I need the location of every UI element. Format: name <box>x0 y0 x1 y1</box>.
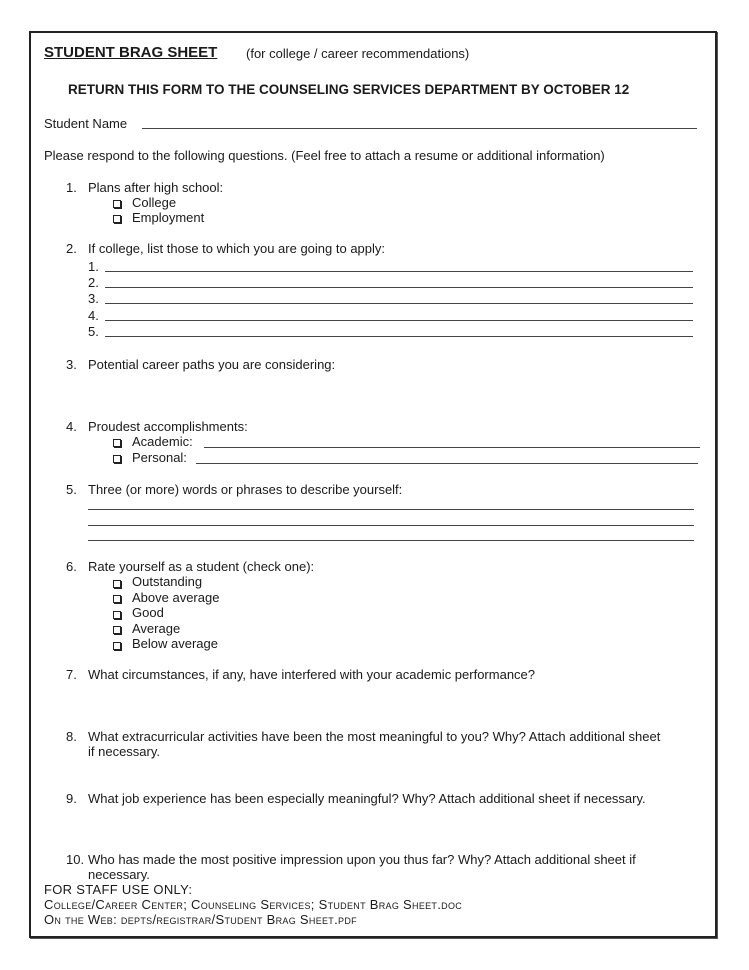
question-3-text: Potential career paths you are considering: <box>88 357 336 372</box>
question-number: 8. <box>66 729 77 744</box>
checkbox-average[interactable] <box>113 626 121 634</box>
college-field-2[interactable] <box>105 287 693 288</box>
college-line-number: 5. <box>88 324 99 339</box>
question-number: 1. <box>66 180 77 195</box>
student-name-label: Student Name <box>44 116 128 131</box>
circumstances-answer-area[interactable] <box>88 685 688 725</box>
option-college: College <box>132 195 177 210</box>
checkbox-outstanding[interactable] <box>113 580 121 588</box>
academic-accomplishment-field[interactable] <box>204 447 700 448</box>
college-field-4[interactable] <box>105 320 693 321</box>
staff-location-text: College/Career Center; Counseling Services; Student Brag Sheet.doc <box>44 897 463 912</box>
question-1-text: Plans after high school: <box>88 180 224 195</box>
checkbox-good[interactable] <box>113 611 121 619</box>
career-paths-answer-area[interactable] <box>88 375 688 415</box>
option-employment: Employment <box>132 210 205 225</box>
question-9-text: What job experience has been especially meaningful? Why? Attach additional sheet if necessary. <box>88 791 646 806</box>
return-notice: RETURN THIS FORM TO THE COUNSELING SERVICES DEPARTMENT BY OCTOBER 12 <box>68 82 630 97</box>
question-10-text: Who has made the most positive impression upon you thus far? Why? Attach additional sheet if <box>88 852 636 867</box>
question-2-text: If college, list those to which you are going to apply: <box>88 241 386 256</box>
question-number: 6. <box>66 559 77 574</box>
instructions: Please respond to the following questions. (Feel free to attach a resume or additional information) <box>44 148 605 163</box>
option-average: Average <box>132 621 181 636</box>
checkbox-employment[interactable] <box>113 215 121 223</box>
question-number: 4. <box>66 419 77 434</box>
question-number: 3. <box>66 357 77 372</box>
option-good: Good <box>132 605 164 620</box>
question-number: 9. <box>66 791 77 806</box>
option-below-average: Below average <box>132 636 218 651</box>
question-4-text: Proudest accomplishments: <box>88 419 248 434</box>
question-8-text-cont: if necessary. <box>88 744 161 759</box>
question-7-text: What circumstances, if any, have interfered with your academic performance? <box>88 667 536 682</box>
question-8-text: What extracurricular activities have been the most meaningful to you? Why? Attach additional sheet <box>88 729 661 744</box>
checkbox-personal[interactable] <box>113 455 121 463</box>
checkbox-college[interactable] <box>113 200 121 208</box>
option-outstanding: Outstanding <box>132 574 203 589</box>
question-number: 10. <box>66 852 85 867</box>
college-field-5[interactable] <box>105 336 693 337</box>
student-name-field[interactable] <box>142 128 697 129</box>
question-5-text: Three (or more) words or phrases to describe yourself: <box>88 482 403 497</box>
option-above-average: Above average <box>132 590 220 605</box>
option-personal: Personal: <box>132 450 187 465</box>
question-number: 7. <box>66 667 77 682</box>
checkbox-academic[interactable] <box>113 439 121 447</box>
question-10-text-cont: necessary. <box>88 867 150 882</box>
option-academic: Academic: <box>132 434 193 449</box>
college-line-number: 4. <box>88 308 99 323</box>
job-experience-answer-area[interactable] <box>88 809 688 849</box>
describe-yourself-field-3[interactable] <box>88 540 694 541</box>
describe-yourself-field-1[interactable] <box>88 509 694 510</box>
question-number: 5. <box>66 482 77 497</box>
describe-yourself-field-2[interactable] <box>88 525 694 526</box>
staff-use-label: FOR STAFF USE ONLY: <box>44 882 193 897</box>
college-field-3[interactable] <box>105 303 693 304</box>
checkbox-above-average[interactable] <box>113 595 121 603</box>
staff-web-path: On the Web: depts/registrar/Student Brag Sheet.pdf <box>44 912 357 927</box>
college-field-1[interactable] <box>105 271 693 272</box>
college-line-number: 2. <box>88 275 99 290</box>
extracurricular-answer-area[interactable] <box>88 762 688 790</box>
college-line-number: 1. <box>88 259 99 274</box>
question-number: 2. <box>66 241 77 256</box>
personal-accomplishment-field[interactable] <box>196 463 698 464</box>
form-title: STUDENT BRAG SHEET <box>44 44 218 61</box>
question-6-text: Rate yourself as a student (check one): <box>88 559 315 574</box>
college-line-number: 3. <box>88 291 99 306</box>
checkbox-below-average[interactable] <box>113 642 121 650</box>
form-subtitle: (for college / career recommendations) <box>246 46 470 61</box>
